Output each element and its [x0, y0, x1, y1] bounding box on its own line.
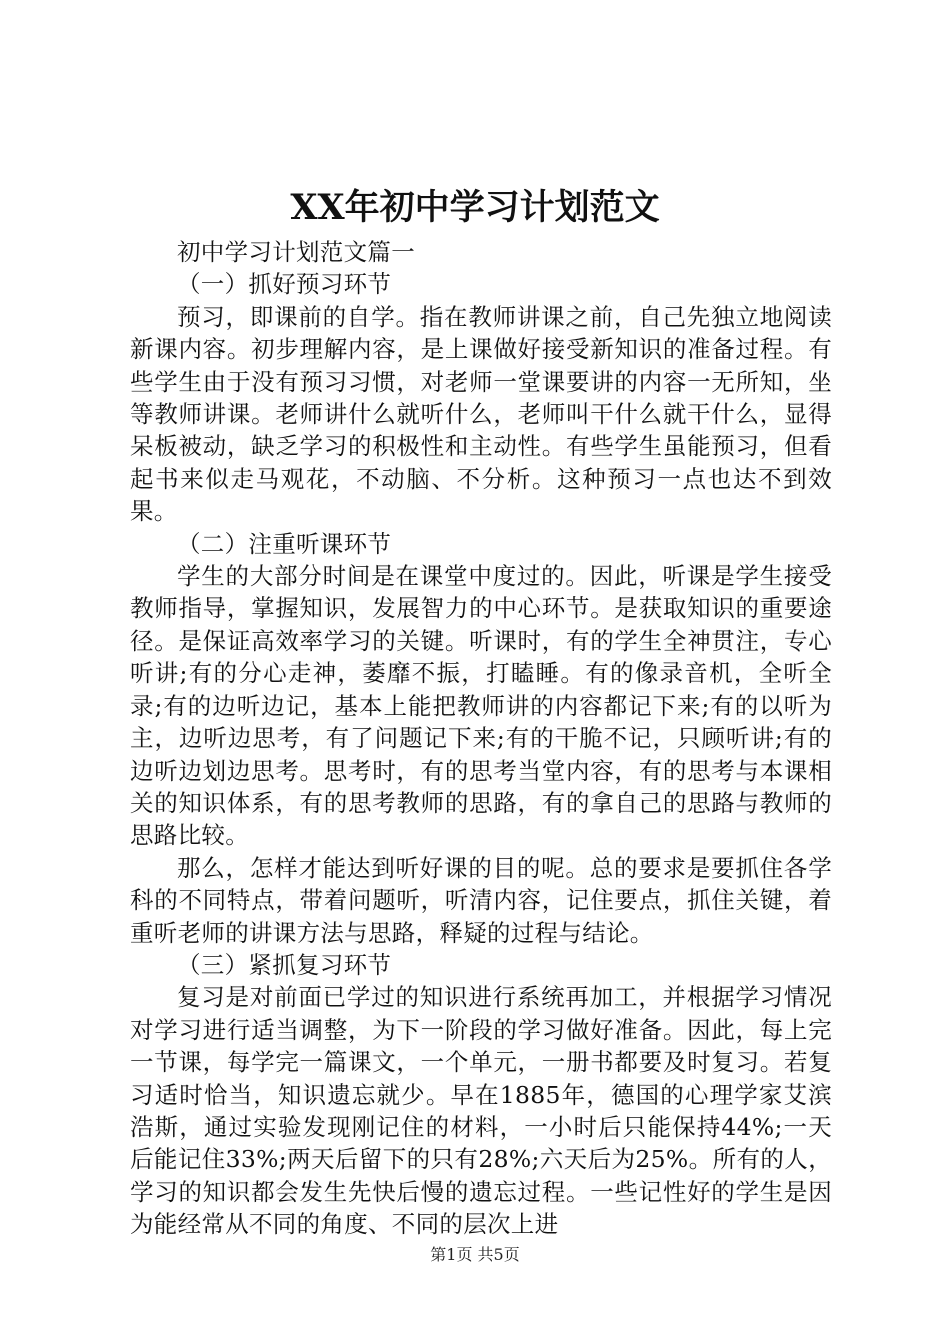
page-footer: 第1页 共5页: [430, 1245, 520, 1264]
body-paragraph: 学生的大部分时间是在课堂中度过的。因此，听课是学生接受教师指导，掌握知识，发展智力的中心环节。是获取知识的重要途径。是保证高效率学习的关键。听课时，有的学生全神贯注，专心听讲;有的分心走神，萎靡不振，打瞌睡。有的像录音机，全听全录;有的边听边记，基本上能把教师讲的内容都记下来;有的以听为主，边听边思考，有了问题记下来;有的干脆不记，只顾听讲;有的边听边划边思考。思考时，有的思考当堂内容，有的思考与本课相关的知识体系，有的思考教师的思路，有的拿自己的思路与教师的思路比较。: [130, 562, 832, 850]
document-title: XX年初中学习计划范文: [290, 187, 660, 228]
body-paragraph: 预习，即课前的自学。指在教师讲课之前，自己先独立地阅读新课内容。初步理解内容，是上课做好接受新知识的准备过程。有些学生由于没有预习习惯，对老师一堂课要讲的内容一无所知，坐等教师讲课。老师讲什么就听什么，老师叫干什么就干什么，显得呆板被动，缺乏学习的积极性和主动性。有些学生虽能预习，但看起书来似走马观花，不动脑、不分析。这种预习一点也达不到效果。: [130, 302, 832, 526]
section-label: 初中学习计划范文篇一: [177, 238, 415, 266]
section-heading-1: （一）抓好预习环节: [177, 270, 392, 299]
section-heading-3: （三）紧抓复习环节: [177, 950, 392, 979]
body-paragraph: 复习是对前面已学过的知识进行系统再加工，并根据学习情况对学习进行适当调整，为下一阶段的学习做好准备。因此，每上完一节课，每学完一篇课文，一个单元，一册书都要及时复习。若复习适时恰当，知识遗忘就少。早在1885年，德国的心理学家艾滨浩斯，通过实验发现刚记住的材料，一小时后只能保持44%;一天后能记住33%;两天后留下的只有28%;六天后为25%。所有的人，学习的知识都会发生先快后慢的遗忘过程。一些记性好的学生是因为能经常从不同的角度、不同的层次上进: [130, 983, 832, 1239]
body-paragraph: 那么，怎样才能达到听好课的目的呢。总的要求是要抓住各学科的不同特点，带着问题听，听清内容，记住要点，抓住关键，着重听老师的讲课方法与思路，释疑的过程与结论。: [130, 853, 832, 947]
section-heading-2: （二）注重听课环节: [177, 529, 392, 558]
document-body: [130, 236, 832, 1241]
